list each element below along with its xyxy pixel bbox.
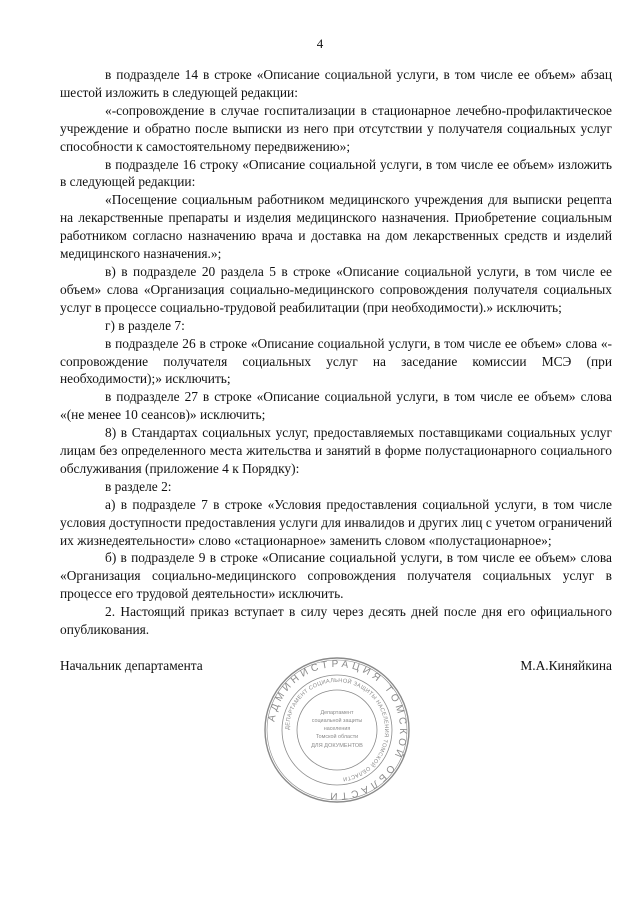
paragraph: в подразделе 14 в строке «Описание социальной услуги, в том числе ее объем» абзац шестой изложить в следующей редакции: [60, 67, 612, 100]
signatory-position: Начальник департамента [60, 658, 203, 673]
paragraph: в разделе 2: [105, 478, 172, 494]
paragraph: г) в разделе 7: [105, 317, 185, 333]
stamp-center-line: социальной защиты [311, 718, 363, 724]
paragraph: 2. Настоящий приказ вступает в силу через десять дней после дня его официального опубликования. [60, 604, 612, 638]
stamp-center-line: Департамент [320, 710, 354, 716]
stamp-center-line: ДЛЯ ДОКУМЕНТОВ [311, 743, 363, 749]
paragraph: «-сопровождение в случае госпитализации в стационарное лечебно-профилактическое учреждение и обратно после выписки из него при отсутствии у получателя социальных услуг способности к самостоятельному передвижению»; [60, 102, 612, 154]
paragraph: 8) в Стандартах социальных услуг, предоставляемых поставщиками социальных услуг лицам без определенного места жительства и занятий в форме полустационарного социального обслуживания (приложение 4 к Порядку): [60, 425, 612, 476]
stamp-center-line: Томской области [315, 734, 359, 740]
paragraph: а) в подразделе 7 в строке «Условия предоставления социальной услуги, в том числе условия доступности предоставления услуги для инвалидов и других лиц с учетом ограничений их жизнедеятельности» слово «стационарное» заменить словом «полустационарное»; [60, 496, 612, 548]
document-body [60, 66, 612, 639]
page-number: 4 [316, 36, 324, 51]
paragraph: в подразделе 16 строку «Описание социальной услуги, в том числе ее объем» изложить в следующей редакции: [60, 156, 612, 190]
paragraph: б) в подразделе 9 в строке «Описание социальной услуги, в том числе ее объем» слова «Организация социально-медицинского сопровождения получателя социальных услуг в процессе его трудовой деятельности» исключить. [60, 550, 612, 602]
stamp-outer-text: АДМИНИСТРАЦИЯ ТОМСКОЙ ОБЛАСТИ [266, 658, 409, 802]
paragraph: в подразделе 27 в строке «Описание социальной услуги, в том числе ее объем» слова «(не менее 10 сеансов)» исключить; [60, 389, 612, 423]
official-stamp [262, 655, 412, 805]
stamp-middle-text: ДЕПАРТАМЕНТ СОЦИАЛЬНОЙ ЗАЩИТЫ НАСЕЛЕНИЯ ТОМСКОЙ ОБЛАСТИ [284, 677, 390, 782]
signatory-name: М.А.Киняйкина [520, 658, 612, 673]
paragraph: в) в подразделе 20 раздела 5 в строке «Описание социальной услуги, в том числе ее объем» слова «Организация социально-медицинского сопровождения получателя социальных услуг в процессе социально-трудовой реабилитации (при необходимости).» исключить; [60, 263, 612, 315]
paragraph: в подразделе 26 в строке «Описание социальной услуги, в том числе ее объем» слова «- сопровождение получателя социальных услуг на заседание комиссии МСЭ (при необходимости);» исключить; [60, 335, 612, 387]
stamp-center-line: населения [323, 726, 351, 732]
paragraph: «Посещение социальным работником медицинского учреждения для выписки рецепта на лекарственные препараты и изделия медицинского назначения. Приобретение социальным работником согласно назначению врача и доставка на дом лекарственных средств и изделий медицинского назначения.»; [60, 192, 612, 262]
